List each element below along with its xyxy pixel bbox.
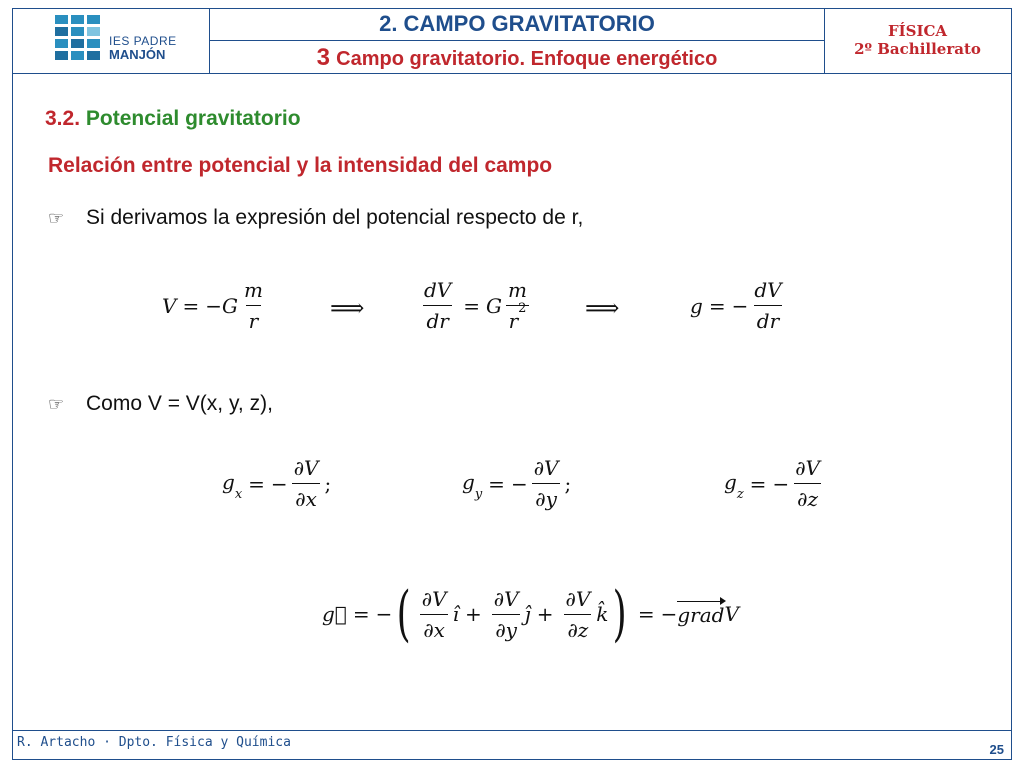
section-heading (45, 107, 301, 131)
bullet-coordinates (48, 392, 273, 416)
subject-box (824, 8, 1012, 74)
topic-title-text: Campo gravitatorio. Enfoque energético (336, 48, 718, 70)
equation-gz: $g_z$ = − $\frac{\partial V}{\partial z}$ (724, 456, 820, 511)
footer-author: R. Artacho · Dpto. Física y Química (17, 735, 291, 750)
subject-label: FÍSICA (887, 22, 948, 40)
implies-arrow-icon: ⟹ (330, 294, 365, 322)
course-label: 2º Bachillerato (854, 40, 981, 58)
section-title: Potencial gravitatorio (85, 107, 301, 130)
topic-number: 3 (316, 44, 331, 71)
pointing-hand-icon: ☞ (48, 394, 65, 415)
topic-title (209, 40, 825, 74)
equation-gy: $g_y$ = − $\frac{\partial V}{\partial y}$ ; (462, 456, 572, 511)
equation-gx: $g_x$ = − $\frac{\partial V}{\partial x}$ ; (222, 456, 332, 511)
equation-derivative: $\frac{dV}{dr}$ = G $\frac{m}{r^2}$ (418, 278, 533, 333)
bullet-text: Como V = V(x, y, z), (86, 392, 273, 415)
subsection-heading: Relación entre potencial y la intensidad del campo (48, 154, 553, 177)
implies-arrow-icon: ⟹ (585, 294, 620, 322)
bullet-derivative (48, 206, 583, 230)
equation-field: g = − $\frac{dV}{dr}$ (690, 278, 782, 333)
logo-line-2: MANJÓN (109, 47, 166, 62)
equation-potential: V = −G $\frac{m}{r}$ (162, 278, 263, 333)
logo-text (109, 35, 177, 61)
chapter-title: 2. CAMPO GRAVITATORIO (209, 8, 825, 41)
pointing-hand-icon: ☞ (48, 208, 65, 229)
logo-line-1: IES PADRE (109, 34, 177, 48)
page-number: 25 (989, 742, 1004, 757)
logo-grid-icon (55, 15, 103, 63)
section-number: 3.2. (45, 107, 81, 130)
bullet-text: Si derivamos la expresión del potencial respecto de r, (86, 206, 584, 229)
school-logo (12, 8, 210, 74)
footer-divider (12, 730, 1012, 731)
equation-gradient: g⃗ = − ( $\frac{\partial V}{\partial x}$ î + $\frac{\partial V}{\partial y}$ ĵ + $\frac{\partial V}{\partial z}$ k̂ ) = − grad V (322, 579, 739, 649)
